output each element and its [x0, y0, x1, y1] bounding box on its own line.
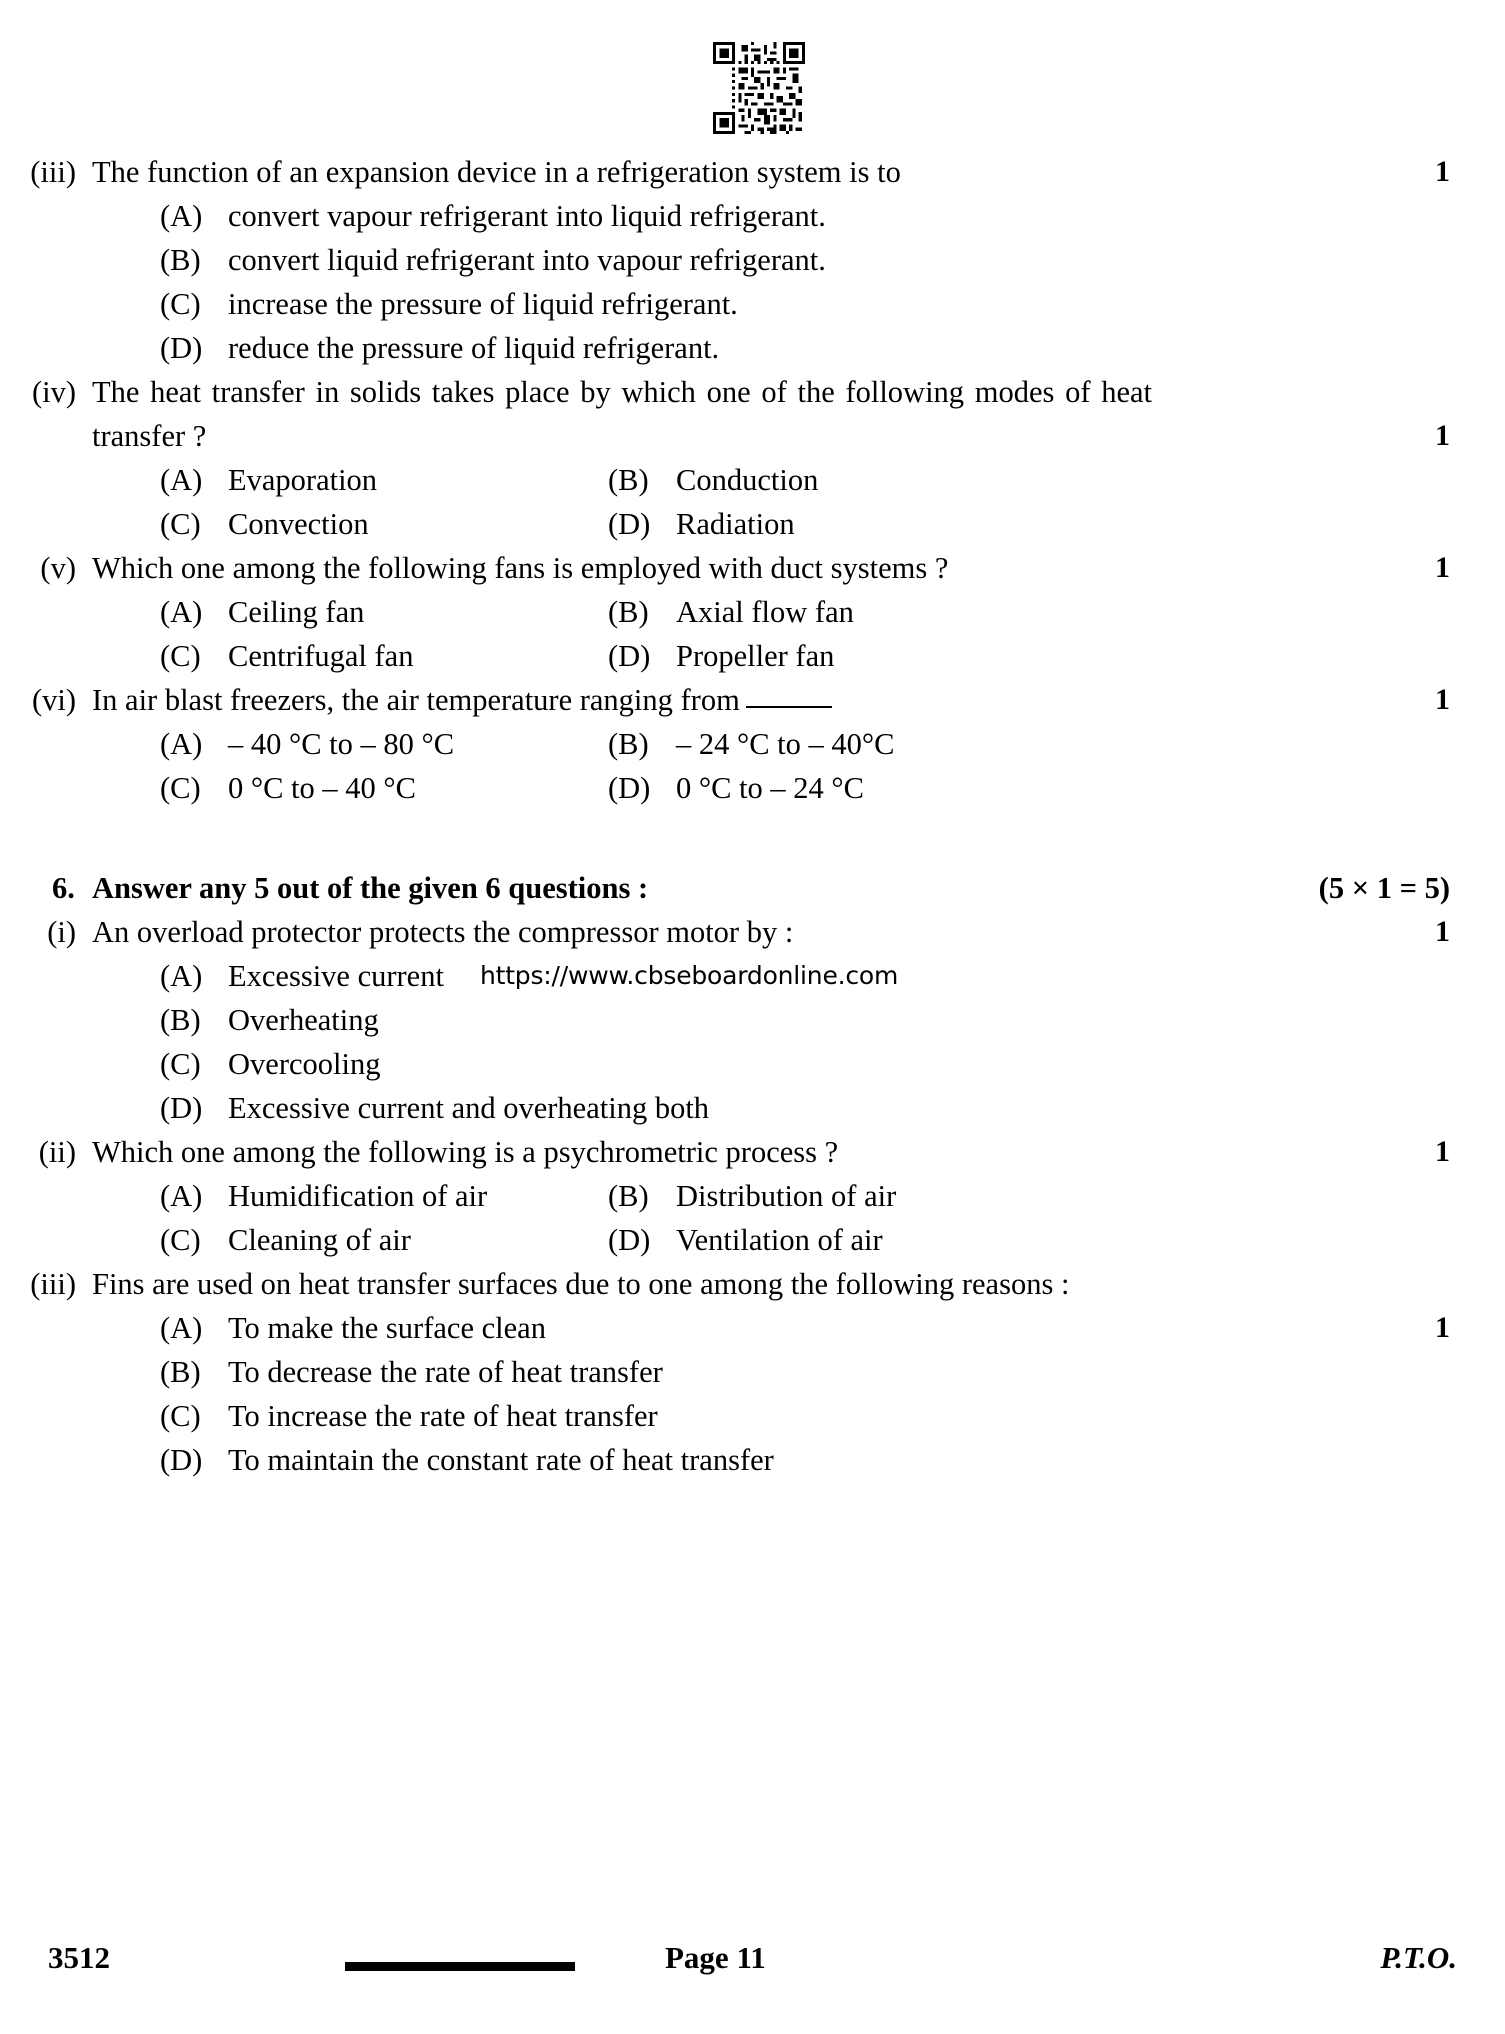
- option-b-text: To decrease the rate of heat transfer: [228, 1355, 663, 1389]
- question-stem-row: [0, 910, 1505, 954]
- footer-rule: [345, 1962, 575, 1971]
- option-b[interactable]: [608, 722, 894, 766]
- section-number: 6.: [52, 871, 75, 905]
- option-d-label: (D): [160, 1091, 203, 1125]
- option-a-label: (A): [160, 595, 203, 629]
- option-b[interactable]: [608, 590, 854, 634]
- paper-code: 3512: [48, 1940, 110, 1975]
- option-b-text: Axial flow fan: [676, 595, 854, 629]
- question-stem-text: [92, 678, 832, 722]
- section-marks-expression: (5 × 1 = 5): [1318, 871, 1450, 905]
- question-item: [0, 150, 1505, 370]
- option-d[interactable]: [160, 1438, 774, 1482]
- question-item: [0, 370, 1505, 546]
- option-row: [160, 502, 1505, 546]
- pto-label: P.T.O.: [1380, 1940, 1457, 1975]
- option-b-label: (B): [160, 1355, 201, 1389]
- option-b[interactable]: [160, 998, 379, 1042]
- question-item: [0, 910, 1505, 1130]
- option-d-label: (D): [608, 771, 651, 805]
- option-c-text: increase the pressure of liquid refrigerant.: [228, 287, 738, 321]
- section-title: Answer any 5 out of the given 6 questions :: [92, 871, 649, 905]
- option-row: [160, 998, 1505, 1042]
- option-c-text: Overcooling: [228, 1047, 381, 1081]
- option-row: [160, 194, 1505, 238]
- question-roman-label: (iii): [30, 1267, 76, 1301]
- option-d-text: reduce the pressure of liquid refrigerant.: [228, 331, 720, 365]
- question-roman-label: (iv): [31, 375, 76, 409]
- question-stem-row: [0, 370, 1505, 458]
- option-b-label: (B): [160, 243, 201, 277]
- question-stem-text: Which one among the following fans is employed with duct systems ?: [92, 551, 949, 585]
- option-row: [160, 722, 1505, 766]
- option-d[interactable]: [160, 1086, 709, 1130]
- option-c-text: Convection: [228, 507, 369, 541]
- option-a[interactable]: [160, 194, 826, 238]
- option-row: [160, 326, 1505, 370]
- page-number: Page 11: [665, 1940, 766, 1975]
- option-c-label: (C): [160, 771, 201, 805]
- option-a-text: Evaporation: [228, 463, 378, 497]
- option-d-text: Propeller fan: [676, 639, 835, 673]
- question-marks: 1: [1435, 1135, 1450, 1168]
- question-marks: 1: [1435, 551, 1450, 584]
- option-row: [160, 1042, 1505, 1086]
- option-a-text: – 40 °C to – 80 °C: [228, 727, 455, 761]
- question-stem-text: The heat transfer in solids takes place by which one of the following modes of heat transfer ?: [92, 375, 1152, 453]
- option-d[interactable]: [608, 1218, 883, 1262]
- option-d[interactable]: [160, 326, 719, 370]
- option-d-text: 0 °C to – 24 °C: [676, 771, 864, 805]
- option-a-text: convert vapour refrigerant into liquid refrigerant.: [228, 199, 826, 233]
- option-row: [160, 634, 1505, 678]
- option-c-label: (C): [160, 507, 201, 541]
- option-d-text: Excessive current and overheating both: [228, 1091, 710, 1125]
- option-a[interactable]: [160, 954, 444, 998]
- option-list: [160, 590, 1505, 678]
- option-row: [160, 766, 1505, 810]
- option-a-label: (A): [160, 959, 203, 993]
- option-list: [160, 1306, 1505, 1482]
- option-list: [160, 194, 1505, 370]
- option-b-text: – 24 °C to – 40°C: [676, 727, 895, 761]
- option-c-label: (C): [160, 1047, 201, 1081]
- option-c-text: 0 °C to – 40 °C: [228, 771, 416, 805]
- option-row: [160, 954, 1505, 998]
- option-c-label: (C): [160, 1399, 201, 1433]
- option-c-text: To increase the rate of heat transfer: [228, 1399, 658, 1433]
- section-heading-row: [0, 866, 1505, 910]
- section-gap: [0, 810, 1505, 866]
- option-b-label: (B): [608, 595, 649, 629]
- option-b-label: (B): [608, 1179, 649, 1213]
- option-c[interactable]: [160, 282, 738, 326]
- option-b[interactable]: [608, 458, 818, 502]
- option-row: [160, 1306, 1505, 1350]
- option-d[interactable]: [608, 502, 795, 546]
- option-b[interactable]: [160, 1350, 663, 1394]
- option-d-label: (D): [160, 331, 203, 365]
- option-c-label: (C): [160, 287, 201, 321]
- option-row: [160, 1174, 1505, 1218]
- option-list: [160, 722, 1505, 810]
- qr-code-icon: [713, 42, 805, 134]
- option-b-text: Conduction: [676, 463, 819, 497]
- option-b-label: (B): [160, 1003, 201, 1037]
- option-d-text: Ventilation of air: [676, 1223, 883, 1257]
- question-marks: 1: [1435, 683, 1450, 716]
- option-row: [160, 590, 1505, 634]
- question-stem-text: An overload protector protects the compressor motor by :: [92, 915, 794, 949]
- option-c-text: Centrifugal fan: [228, 639, 414, 673]
- option-b-text: Distribution of air: [676, 1179, 897, 1213]
- option-d[interactable]: [608, 634, 834, 678]
- question-item: [0, 1130, 1505, 1262]
- question-roman-label: (iii): [30, 155, 76, 189]
- question-content: [0, 150, 1505, 1482]
- option-a-label: (A): [160, 199, 203, 233]
- option-row: [160, 1438, 1505, 1482]
- question-roman-label: (v): [40, 551, 76, 585]
- page-footer: [0, 1940, 1505, 1996]
- section-heading-block: [0, 866, 1505, 910]
- question-marks: 1: [1435, 419, 1450, 452]
- option-c[interactable]: [160, 1218, 608, 1262]
- option-a-label: (A): [160, 1311, 203, 1345]
- option-b-text: Overheating: [228, 1003, 379, 1037]
- option-row: [160, 1086, 1505, 1130]
- option-b[interactable]: [160, 238, 826, 282]
- question-stem-text: Fins are used on heat transfer surfaces due to one among the following reasons :: [92, 1267, 1070, 1301]
- option-a-text: Humidification of air: [228, 1179, 488, 1213]
- question-stem-label: In air blast freezers, the air temperature ranging from: [92, 683, 740, 717]
- option-c[interactable]: [160, 1394, 658, 1438]
- option-list: [160, 458, 1505, 546]
- option-b-text: convert liquid refrigerant into vapour refrigerant.: [228, 243, 826, 277]
- option-a[interactable]: [160, 1174, 608, 1218]
- option-a-text: Excessive current: [228, 959, 444, 993]
- option-a[interactable]: [160, 590, 608, 634]
- question-item: [0, 678, 1505, 810]
- option-a[interactable]: [160, 722, 608, 766]
- option-list: [160, 954, 1505, 1130]
- question-stem-text: Which one among the following is a psychrometric process ?: [92, 1135, 839, 1169]
- option-c-label: (C): [160, 1223, 201, 1257]
- option-b-label: (B): [608, 727, 649, 761]
- option-d-label: (D): [608, 1223, 651, 1257]
- option-d-label: (D): [608, 639, 651, 673]
- option-row: [160, 1218, 1505, 1262]
- option-c-label: (C): [160, 639, 201, 673]
- fill-in-blank: [746, 706, 832, 708]
- option-row: [160, 238, 1505, 282]
- option-a-label: (A): [160, 1179, 203, 1213]
- option-row: [160, 1350, 1505, 1394]
- option-d-text: Radiation: [676, 507, 795, 541]
- option-c[interactable]: [160, 766, 608, 810]
- option-a[interactable]: [160, 1306, 546, 1350]
- option-c[interactable]: [160, 502, 608, 546]
- question-stem-row: [0, 150, 1505, 194]
- watermark-url: https://www.cbseboardonline.com: [479, 961, 899, 990]
- question-stem-text: The function of an expansion device in a refrigeration system is to: [92, 155, 901, 189]
- option-a[interactable]: [160, 458, 608, 502]
- option-c-text: Cleaning of air: [228, 1223, 411, 1257]
- option-a-text: To make the surface clean: [228, 1311, 546, 1345]
- question-marks: 1: [1435, 915, 1450, 948]
- question-stem-row: [0, 546, 1505, 590]
- question-roman-label: (ii): [38, 1135, 76, 1169]
- option-b-label: (B): [608, 463, 649, 497]
- option-row: [160, 1394, 1505, 1438]
- option-b[interactable]: [608, 1174, 896, 1218]
- question-stem-row: [0, 1130, 1505, 1174]
- option-d[interactable]: [608, 766, 864, 810]
- option-d-label: (D): [608, 507, 651, 541]
- option-d-label: (D): [160, 1443, 203, 1477]
- option-d-text: To maintain the constant rate of heat transfer: [228, 1443, 774, 1477]
- option-row: [160, 282, 1505, 326]
- option-a-label: (A): [160, 463, 203, 497]
- option-a-text: Ceiling fan: [228, 595, 365, 629]
- option-c[interactable]: [160, 1042, 380, 1086]
- option-c[interactable]: [160, 634, 608, 678]
- question-roman-label: (i): [47, 915, 76, 949]
- question-item: [0, 1262, 1505, 1482]
- question-marks: 1: [1435, 1311, 1450, 1344]
- question-marks: 1: [1435, 155, 1450, 188]
- question-item: [0, 546, 1505, 678]
- option-row: [160, 458, 1505, 502]
- question-stem-row: [0, 678, 1505, 722]
- option-list: [160, 1174, 1505, 1262]
- option-a-label: (A): [160, 727, 203, 761]
- question-roman-label: (vi): [31, 683, 76, 717]
